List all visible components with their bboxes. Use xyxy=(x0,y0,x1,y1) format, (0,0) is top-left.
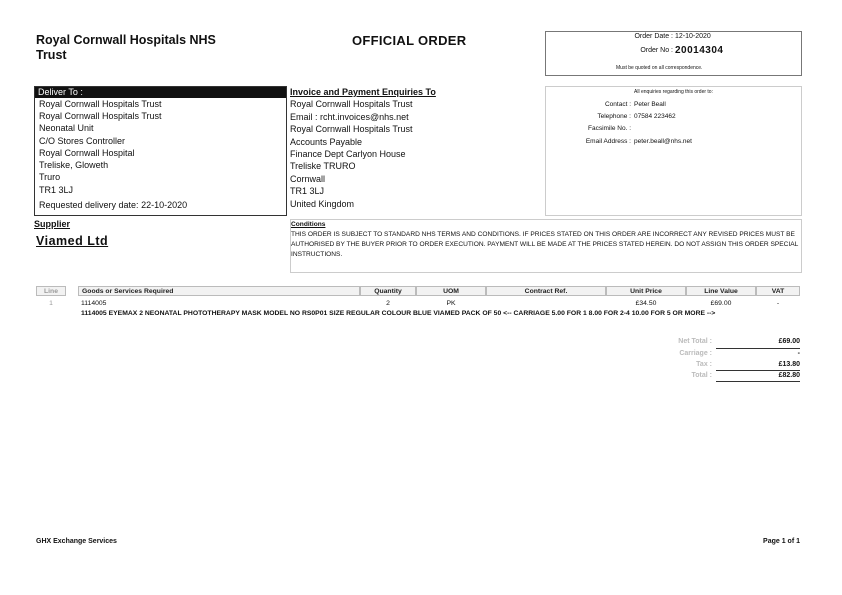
net-total-label: Net Total : xyxy=(678,338,712,345)
row-uom: PK xyxy=(446,300,456,307)
conditions-heading: Conditions xyxy=(291,221,326,228)
deliver-line: Treliske, Gloweth xyxy=(39,160,109,171)
invoice-line: United Kingdom xyxy=(290,198,355,209)
row-line: 1 xyxy=(49,300,53,307)
footer-left: GHX Exchange Services xyxy=(36,538,117,545)
row-vat: - xyxy=(776,300,780,307)
col-header-quantity: Quantity xyxy=(360,286,416,296)
organisation-name-line2: Trust xyxy=(36,48,67,62)
deliver-line: Royal Cornwall Hospitals Trust xyxy=(39,111,162,122)
email-label: Email Address : xyxy=(585,138,631,145)
invoice-line: Treliske TRURO xyxy=(290,161,356,172)
deliver-line: C/O Stores Controller xyxy=(39,135,126,146)
invoice-heading: Invoice and Payment Enquiries To xyxy=(290,87,436,97)
contact-value: Peter Beall xyxy=(634,101,666,108)
row-description: 1114005 EYEMAX 2 NEONATAL PHOTOTHERAPY MASK MODEL NO RS0P01 SIZE REGULAR COLOUR BLUE VIAMED PACK OF 50 <-- CARRIAGE 5.00 FOR 1 8.00 FOR 2-4 10.00 FOR 5 OR MORE --> xyxy=(81,310,716,317)
order-date-value: 12-10-2020 xyxy=(675,33,711,40)
col-header-line: Line xyxy=(36,286,66,296)
organisation-name-line1: Royal Cornwall Hospitals NHS xyxy=(36,33,216,47)
total-value: £82.80 xyxy=(778,372,800,379)
contact-heading: All enquiries regarding this order to: xyxy=(634,89,713,95)
supplier-heading: Supplier xyxy=(34,219,71,229)
page-number: Page 1 of 1 xyxy=(763,538,800,545)
col-header-line-value: Line Value xyxy=(686,286,756,296)
document-title: OFFICIAL ORDER xyxy=(352,33,467,48)
organisation-name xyxy=(36,33,286,63)
invoice-line: Cornwall xyxy=(290,173,326,184)
col-header-goods: Goods or Services Required xyxy=(78,286,360,296)
conditions-box xyxy=(290,219,802,273)
order-date-label: Order Date : xyxy=(634,33,673,40)
row-quantity: 2 xyxy=(386,300,390,307)
order-no-label: Order No : xyxy=(640,47,673,54)
row-contract xyxy=(486,299,606,309)
contact-box xyxy=(545,86,802,216)
invoice-enquiries xyxy=(290,86,545,210)
row-code: 1114005 xyxy=(81,300,107,307)
order-no-value: 20014304 xyxy=(675,45,724,56)
invoice-email: Email : rcht.invoices@nhs.net xyxy=(290,111,409,122)
invoice-line: Accounts Payable xyxy=(290,136,363,147)
telephone-label: Telephone : xyxy=(597,113,631,120)
total-label: Total : xyxy=(691,372,712,379)
carriage-label: Carriage : xyxy=(679,350,712,357)
net-total-rule xyxy=(716,348,800,349)
deliver-line: Truro xyxy=(39,172,61,183)
telephone-value: 07584 223462 xyxy=(634,113,676,120)
tax-label: Tax : xyxy=(696,361,712,368)
deliver-line: Royal Cornwall Hospitals Trust xyxy=(39,99,162,109)
deliver-line: Royal Cornwall Hospital xyxy=(39,147,135,158)
conditions-text: THIS ORDER IS SUBJECT TO STANDARD NHS TERMS AND CONDITIONS. IF PRICES STATED ON THIS ORDER ARE INCORRECT ANY REVISED PRICES MUST BE AUTHORISED BY THE BUYER PRIOR TO ORDER EXECUTION. PAYMENT WILL BE MADE AT THE PRICES STATED HEREIN. DO NOT ASSIGN THIS ORDER SPECIAL INSTRUCTIONS. xyxy=(291,231,799,258)
invoice-line: Royal Cornwall Hospitals Trust xyxy=(290,99,413,110)
supplier-name: Viamed Ltd xyxy=(36,234,109,248)
row-line-value: £69.00 xyxy=(710,300,732,307)
contact-label: Contact : xyxy=(604,101,631,108)
order-info-box xyxy=(545,31,802,76)
email-value: peter.beall@nhs.net xyxy=(634,138,692,145)
fax-label: Facsimile No. : xyxy=(588,125,631,132)
quote-note: Must be quoted on all correspondence. xyxy=(616,65,703,71)
net-total-value: £69.00 xyxy=(778,338,800,345)
total-rule xyxy=(716,381,800,382)
tax-value: £13.80 xyxy=(778,361,800,368)
col-header-contract: Contract Ref. xyxy=(486,286,606,296)
col-header-unit-price: Unit Price xyxy=(606,286,686,296)
invoice-line: Finance Dept Carlyon House xyxy=(290,149,406,160)
invoice-line: Royal Cornwall Hospitals Trust xyxy=(290,124,413,135)
deliver-to-box xyxy=(34,86,287,216)
carriage-value: - xyxy=(797,350,800,357)
deliver-line: TR1 3LJ xyxy=(39,185,74,196)
requested-delivery-date: Requested delivery date: 22-10-2020 xyxy=(39,199,188,210)
col-header-vat: VAT xyxy=(756,286,800,296)
deliver-line: Neonatal Unit xyxy=(39,123,94,134)
invoice-line: TR1 3LJ xyxy=(290,186,325,197)
row-unit-price: £34.50 xyxy=(635,300,657,307)
col-header-uom: UOM xyxy=(416,286,486,296)
deliver-to-heading: Deliver To : xyxy=(35,87,286,98)
tax-rule xyxy=(716,370,800,371)
